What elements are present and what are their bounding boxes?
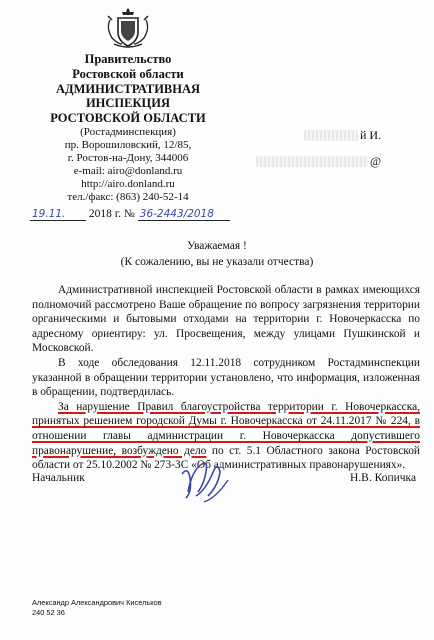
reference-date-field xyxy=(30,208,86,221)
header-line: Ростовской области xyxy=(72,66,184,81)
signatory-name: Н.В. Копичка xyxy=(350,472,417,484)
addressee-email: @ xyxy=(370,154,382,168)
paragraph: В ходе обследования 12.11.2018 сотрудником Ростадминспекции указанной в обращении территории установлено, что информация, изложенная в обращении, подтвердилась. xyxy=(32,356,420,399)
header-line: пр. Ворошиловский, 12/85, xyxy=(64,138,192,151)
reference-number: 36-2443/2018 xyxy=(139,208,214,220)
paragraph: Административной инспекцией Ростовской области в рамках имеющихся полномочий рассмотрено Ваше обращение по вопросу загрязнения территории органическими и бытовыми отходами на территории г. Новочеркасска по адресному ориентиру: ул. Просвещения, между улицами Пушкинской и Московской. xyxy=(32,284,420,355)
header-line: г. Ростов-на-Дону, 344006 xyxy=(67,151,189,164)
header-line: e-mail: airo@donland.ru xyxy=(73,164,183,177)
header-line: Правительство xyxy=(84,52,172,66)
highlighted-text: За нарушение Правил благоустройства территории г. Новочеркасска, принятых решением городской Думы г. Новочеркасска от 24.11.2017 № 224, в отношении главы администрации г. Новочеркасска допустившего правонарушение, возбуждено дело xyxy=(32,400,420,457)
addressee-block xyxy=(244,128,424,180)
signatory-title: Начальник xyxy=(32,472,85,484)
redaction xyxy=(256,156,368,167)
greeting-line: Уважаемая ! xyxy=(187,240,247,252)
coat-of-arms-icon xyxy=(104,6,152,50)
reference-number-field xyxy=(138,208,230,221)
addressee-name: й И. xyxy=(360,128,382,142)
reference-line xyxy=(30,208,230,221)
addressee-email-line xyxy=(244,154,424,170)
greeting-note: (К сожалению, вы не указали отчества) xyxy=(120,256,314,268)
executor-phone: 240 52 36 xyxy=(32,608,65,617)
header-line: (Ростадминспекция) xyxy=(80,125,176,138)
reference-year: 2018 г. № xyxy=(88,208,135,220)
header-line: ИНСПЕКЦИЯ xyxy=(85,96,171,111)
body xyxy=(32,283,420,473)
addressee-name-line xyxy=(244,128,424,144)
executor-name: Александр Александрович Кисельков xyxy=(32,598,162,607)
paragraph-text: по ст. 5.1 Областного закона Ростовской области от 25.10.2002 № 273-ЗС «Об административных правонарушениях». xyxy=(32,444,420,472)
header-line: тел./факс: (863) 240-52-14 xyxy=(67,190,189,203)
header-line: РОСТОВСКОЙ ОБЛАСТИ xyxy=(50,111,206,125)
header-line: http://airo.donland.ru xyxy=(81,177,175,190)
reference-date: 19.11. xyxy=(32,208,66,220)
sender-header xyxy=(34,52,222,204)
redaction xyxy=(304,130,358,141)
handwritten-signature xyxy=(174,452,236,510)
executor-block xyxy=(32,598,162,618)
header-line: АДМИНИСТРАТИВНАЯ xyxy=(55,81,201,96)
